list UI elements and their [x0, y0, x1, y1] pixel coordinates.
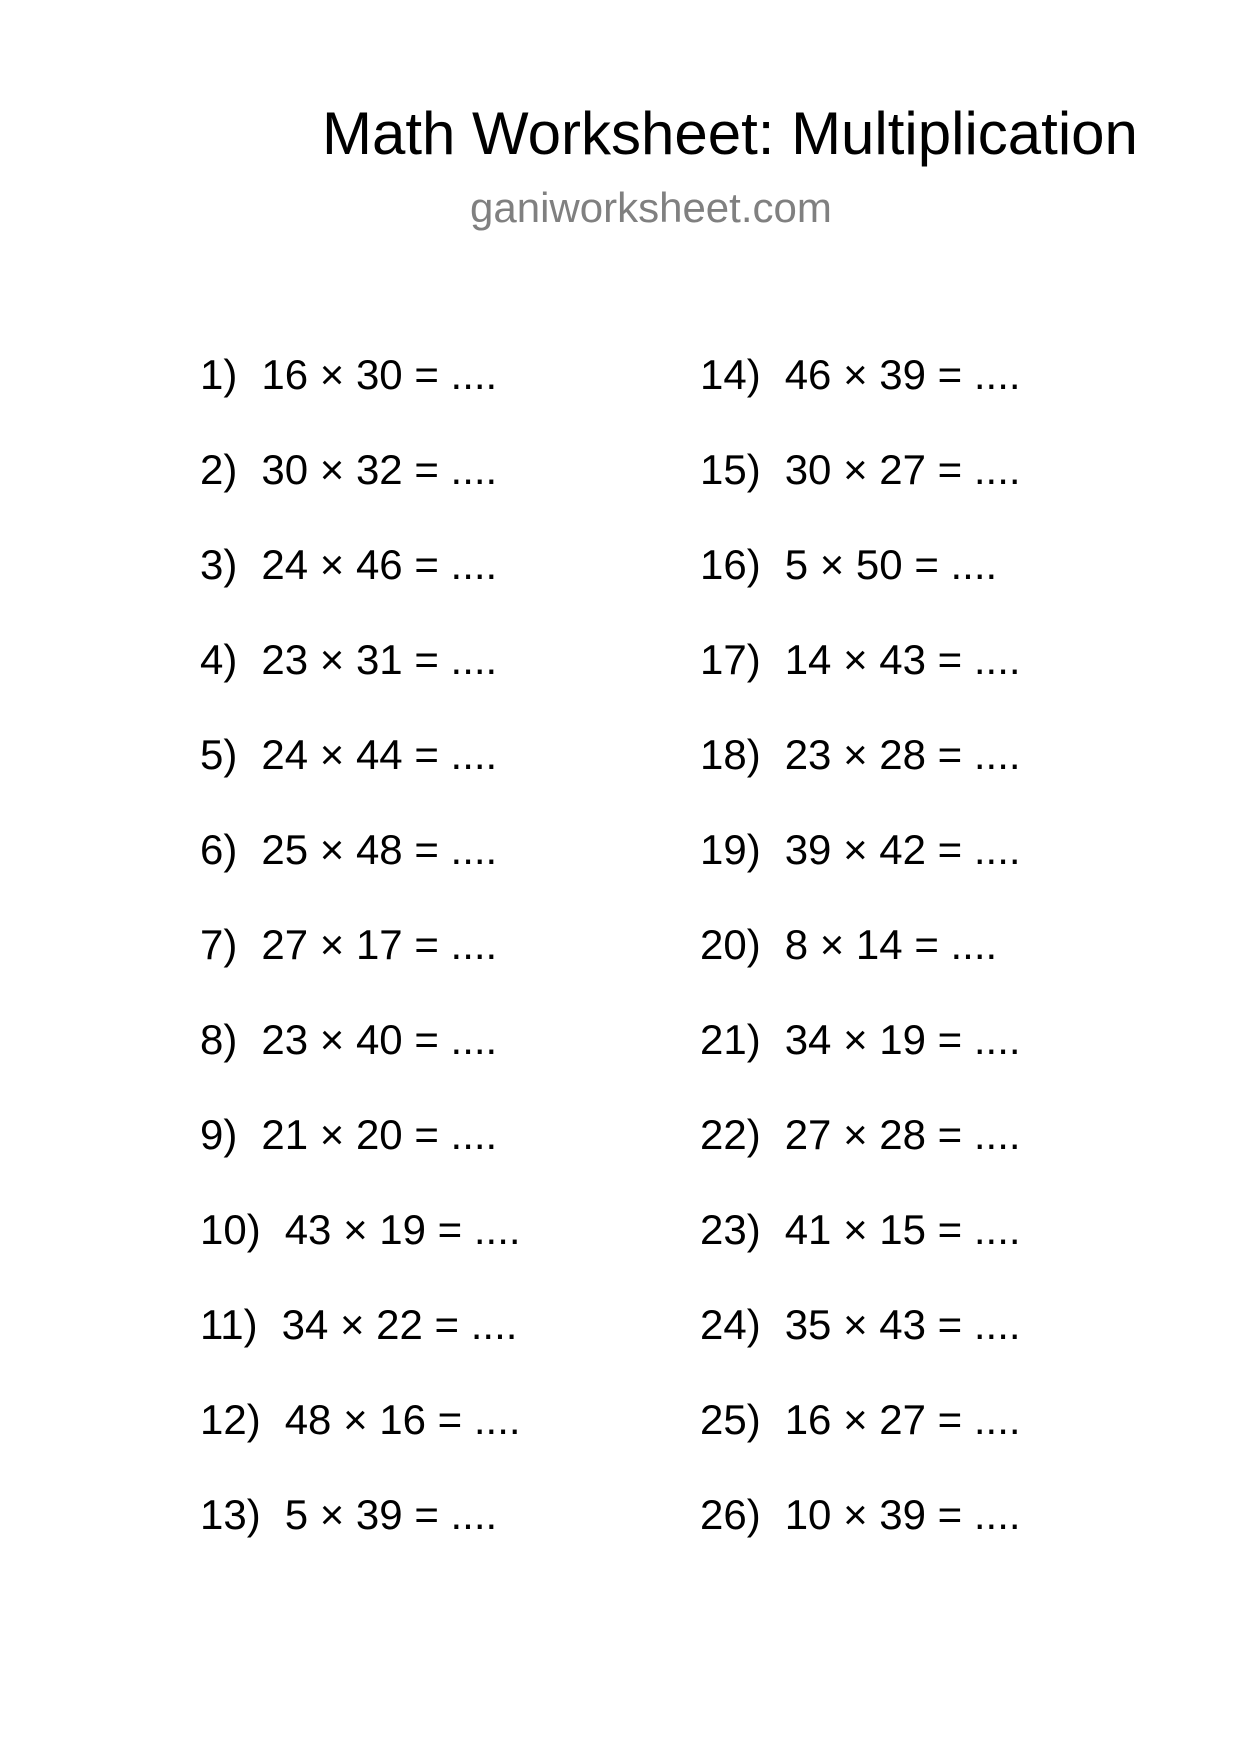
problem-number: 15)	[700, 446, 761, 493]
problem-item	[700, 540, 1021, 635]
problem-number: 17)	[700, 636, 761, 683]
problem-column-left	[200, 350, 521, 1585]
problem-item	[700, 730, 1021, 825]
problem-number: 21)	[700, 1016, 761, 1063]
problem-column-right	[700, 350, 1021, 1585]
problem-item	[700, 1015, 1021, 1110]
problem-number: 11)	[200, 1301, 258, 1348]
problem-expression: 5 × 39 = ....	[284, 1491, 498, 1538]
problem-number: 5)	[200, 731, 238, 778]
problem-expression: 23 × 40 = ....	[261, 1016, 498, 1063]
problem-number: 26)	[700, 1491, 761, 1538]
problem-item	[200, 540, 521, 635]
problem-item	[200, 1490, 521, 1585]
problem-number: 7)	[200, 921, 238, 968]
problem-expression: 39 × 42 = ....	[784, 826, 1021, 873]
problem-item	[200, 730, 521, 825]
problem-number: 1)	[200, 351, 238, 398]
problem-expression: 48 × 16 = ....	[284, 1396, 521, 1443]
problem-item	[200, 445, 521, 540]
problem-number: 22)	[700, 1111, 761, 1158]
problem-number: 25)	[700, 1396, 761, 1443]
problem-expression: 30 × 32 = ....	[261, 446, 498, 493]
problem-item	[200, 1015, 521, 1110]
problem-number: 24)	[700, 1301, 761, 1348]
problem-number: 14)	[700, 351, 761, 398]
problem-number: 2)	[200, 446, 238, 493]
problem-item	[700, 635, 1021, 730]
problem-expression: 34 × 22 = ....	[281, 1301, 518, 1348]
problem-number: 12)	[200, 1396, 261, 1443]
problem-expression: 41 × 15 = ....	[784, 1206, 1021, 1253]
problem-item	[200, 1395, 521, 1490]
problem-expression: 21 × 20 = ....	[261, 1111, 498, 1158]
problem-expression: 16 × 30 = ....	[261, 351, 498, 398]
problem-number: 23)	[700, 1206, 761, 1253]
problem-number: 20)	[700, 921, 761, 968]
problem-expression: 24 × 44 = ....	[261, 731, 498, 778]
problem-expression: 34 × 19 = ....	[784, 1016, 1021, 1063]
problem-item	[200, 920, 521, 1015]
problem-expression: 14 × 43 = ....	[784, 636, 1021, 683]
problem-item	[200, 635, 521, 730]
problem-expression: 23 × 31 = ....	[261, 636, 498, 683]
problem-number: 4)	[200, 636, 238, 683]
problem-expression: 24 × 46 = ....	[261, 541, 498, 588]
problem-expression: 23 × 28 = ....	[784, 731, 1021, 778]
problem-item	[200, 1205, 521, 1300]
problem-expression: 43 × 19 = ....	[284, 1206, 521, 1253]
problem-number: 13)	[200, 1491, 261, 1538]
problem-item	[700, 1395, 1021, 1490]
problem-item	[200, 1300, 521, 1395]
problem-item	[700, 445, 1021, 540]
problem-item	[700, 825, 1021, 920]
problem-number: 8)	[200, 1016, 238, 1063]
problem-expression: 10 × 39 = ....	[784, 1491, 1021, 1538]
page-title: Math Worksheet: Multiplication	[322, 100, 1138, 167]
problem-expression: 27 × 17 = ....	[261, 921, 498, 968]
problem-expression: 25 × 48 = ....	[261, 826, 498, 873]
problem-number: 9)	[200, 1111, 238, 1158]
website-credit: ganiworksheet.com	[470, 184, 832, 231]
problem-expression: 46 × 39 = ....	[784, 351, 1021, 398]
problem-expression: 16 × 27 = ....	[784, 1396, 1021, 1443]
problem-number: 16)	[700, 541, 761, 588]
problem-expression: 8 × 14 = ....	[784, 921, 998, 968]
problem-number: 19)	[700, 826, 761, 873]
problem-item	[700, 920, 1021, 1015]
problem-number: 6)	[200, 826, 238, 873]
problem-number: 18)	[700, 731, 761, 778]
problem-number: 10)	[200, 1206, 261, 1253]
problem-expression: 35 × 43 = ....	[784, 1301, 1021, 1348]
problem-expression: 27 × 28 = ....	[784, 1111, 1021, 1158]
problem-expression: 30 × 27 = ....	[784, 446, 1021, 493]
problem-item	[700, 1110, 1021, 1205]
problem-item	[700, 1490, 1021, 1585]
problem-item	[200, 1110, 521, 1205]
problem-expression: 5 × 50 = ....	[784, 541, 998, 588]
problem-item	[700, 1205, 1021, 1300]
problem-item	[700, 350, 1021, 445]
problem-item	[700, 1300, 1021, 1395]
problem-item	[200, 825, 521, 920]
problem-item	[200, 350, 521, 445]
problem-number: 3)	[200, 541, 238, 588]
